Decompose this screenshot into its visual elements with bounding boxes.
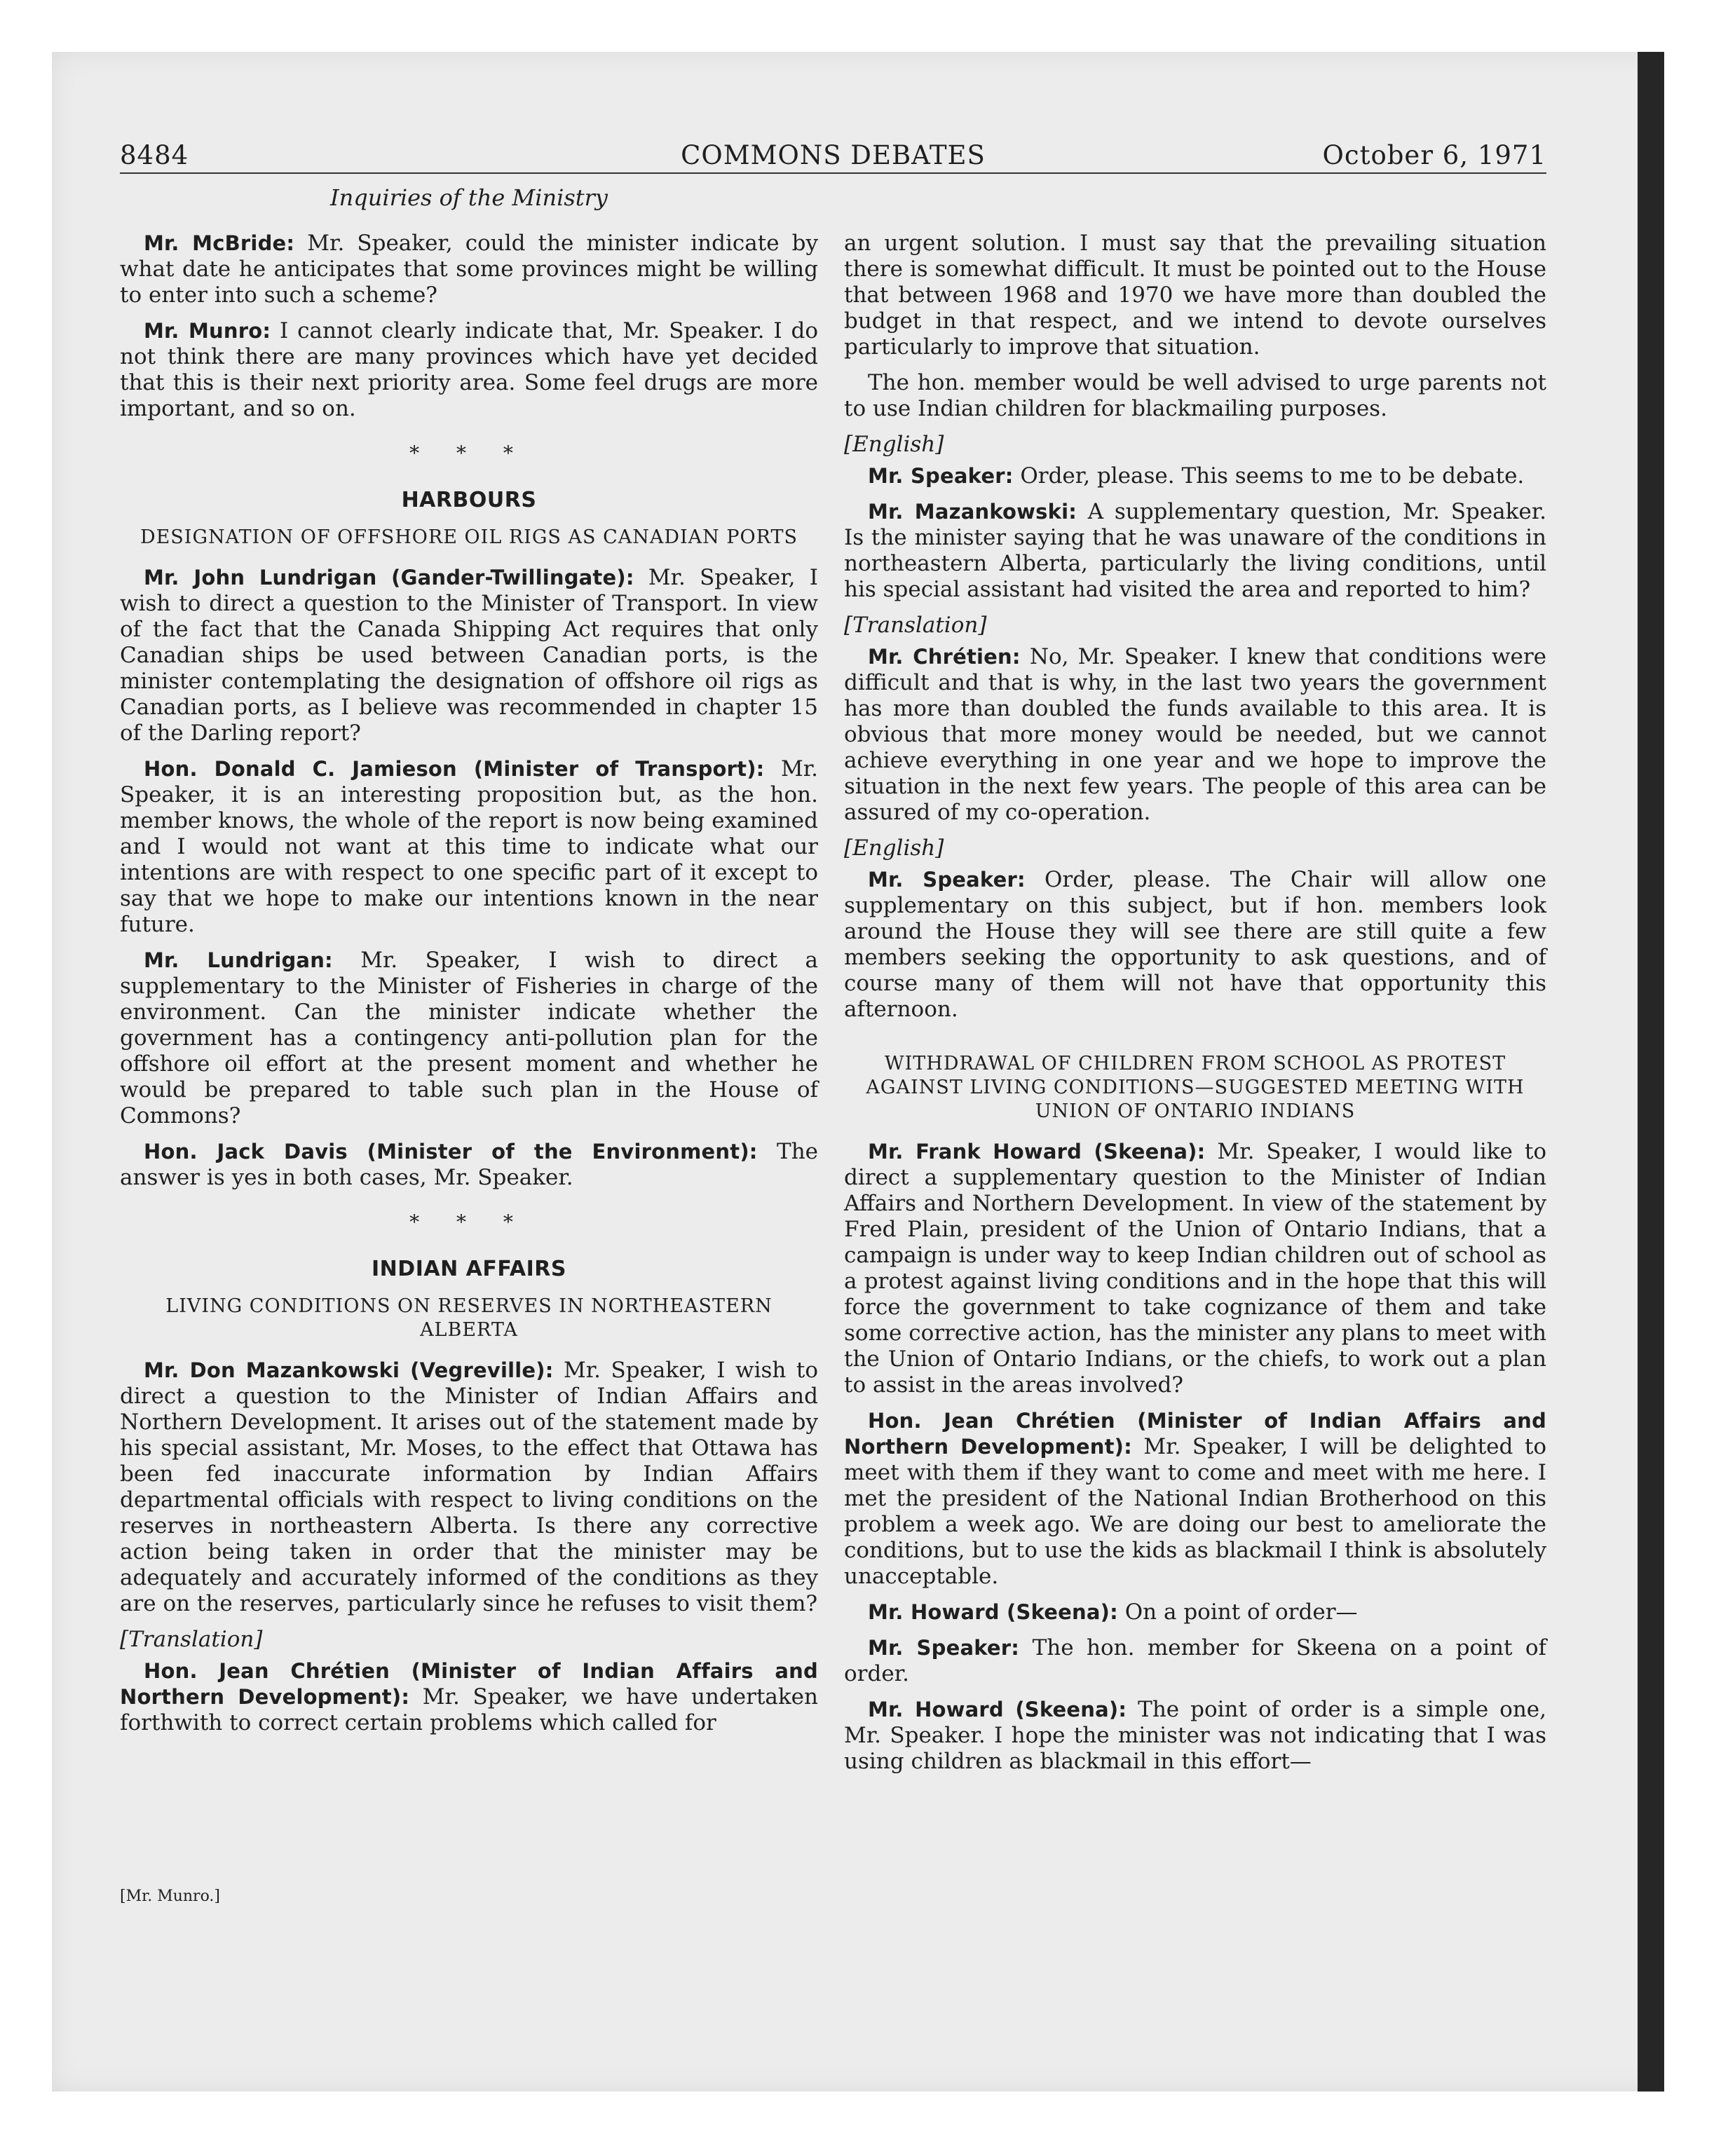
section-heading: HARBOURS [401,488,537,512]
speech-text: A supplementary question, Mr. Speaker. Is the minister saying that he was unaware of the conditions in northeastern Alberta, particularly the living conditions, until his special assistant had visited the area and reported to him? [844,499,1546,602]
speaker-name: Mr. Lundrigan: [144,948,333,972]
running-head: Inquiries of the Ministry [330,184,608,211]
speech-text: Mr. Speaker, I would like to direct a supplementary question to the Minister of Indian Affairs and Northern Development. In view of the statement by Fred Plain, president of the Union of Ontario Indians, that a campaign is under way to keep Indian children out of school as a protest against living conditions and in the hope that this will force the government to take cognizance of them and take some corrective action, has the minister any plans to meet with the Union of Ontario Indians, or the chiefs, to work out a plan to assist in the areas involved? [844,1139,1546,1398]
paragraph [844,499,1546,603]
speaker-name: Mr. John Lundrigan (Gander-Twillingate): [144,566,634,589]
speech-text: The hon. member for Skeena on a point of order. [844,1635,1547,1686]
speaker-name: Hon. Jack Davis (Minister of the Environment): [144,1140,758,1164]
speech-text: No, Mr. Speaker. I knew that conditions were difficult and that is why, in the last two years the government has more than doubled the funds available to this area. It is obvious that more money would be needed, but we cannot achieve everything in one year and we hope to improve the situation in the next few years. The people of this area can be assured of my co-operation. [844,644,1547,825]
speaker-name: Hon. Jean Chrétien (Minister of Indian Affairs and Northern Development): [844,1409,1546,1459]
speech-text: The point of order is a simple one, Mr. Speaker. I hope the minister was not indicating that I was using children as blackmail in this effort— [844,1697,1546,1774]
speaker-name: Mr. Speaker: [868,464,1014,488]
speaker-name: Mr. Chrétien: [868,645,1021,669]
language-marker: [English] [844,835,944,861]
page-number: 8484 [120,140,189,170]
paragraph [844,1408,1546,1590]
speech-text: Mr. Speaker, I wish to direct a question to the Minister of Transport. In view of the fact that the Canada Shipping Act requires that only Canadian ships be used between Canadian ports, is the minister contemplating the designation of offshore oil rigs as Canadian ports, as I believe was recommended in chapter 15 of the Darling report? [120,565,819,746]
speech-text: Mr. Speaker, we have undertaken forthwith to correct certain problems which called for [120,1684,818,1735]
paragraph [120,231,818,308]
language-marker: [Translation] [120,1627,263,1652]
paragraph [120,1358,818,1617]
speaker-name: Mr. McBride: [144,231,295,255]
speaker-name: Mr. Munro: [144,319,271,343]
language-marker: [Translation] [844,613,987,638]
speech-text: The answer is yes in both cases, Mr. Speaker. [120,1139,819,1190]
page-header [120,139,1546,172]
paragraph [120,318,818,422]
speech-text: Order, please. This seems to me to be debate. [1013,463,1525,489]
speech-text: Order, please. The Chair will allow one supplementary on this subject, but if hon. members look around the House they will see there are still quite a few members seeking the opportunity to ask questions, and of course many of them will not have that opportunity this afternoon. [844,867,1546,1022]
speech-text: Mr. Speaker, it is an interesting proposition but, as the hon. member knows, the whole of the report is now being examined and I would not want at this time to indicate what our intentions are with respect to one specific part of it except to say that we hope to make our intentions known in the near future. [120,756,818,937]
speaker-name: Mr. Frank Howard (Skeena): [868,1140,1206,1164]
section-separator: * * * [409,1210,529,1234]
speaker-name: Hon. Jean Chrétien (Minister of Indian Affairs and Northern Development): [120,1659,818,1709]
speaker-name: Mr. Speaker: [868,1636,1020,1660]
paragraph [120,565,818,746]
page-footnote: [Mr. Munro.] [120,1888,221,1905]
speech-text: Mr. Speaker, I will be delighted to meet with them if they want to come and meet with me here. I met the president of the National Indian Brotherhood on this problem a week ago. We are doing our best to ameliorate the conditions, but to use the kids as blackmail I think is absolutely unacceptable. [844,1434,1546,1589]
speaker-name: Mr. Howard (Skeena): [868,1600,1118,1624]
left-column [120,231,818,1746]
speaker-name: Mr. Speaker: [868,868,1026,892]
paragraph [844,463,1546,489]
speaker-name: Mr. Howard (Skeena): [868,1698,1127,1721]
paragraph: The hon. member would be well advised to urge parents not to use Indian children for blackmailing purposes. [844,370,1546,421]
section-separator: * * * [409,442,529,465]
speech-text: Mr. Speaker, could the minister indicate by what date he anticipates that some provinces might be willing to enter into such a scheme? [120,231,818,308]
speech-text: On a point of order— [1117,1599,1358,1625]
paragraph [120,756,818,938]
publication-date: October 6, 1971 [1322,140,1546,170]
subsection-heading: DESIGNATION OF OFFSHORE OIL RIGS AS CANADIAN PORTS [140,526,798,548]
publication-title: COMMONS DEBATES [681,140,986,170]
speech-text: Mr. Speaker, I wish to direct a supplementary to the Minister of Fisheries in charge of the environment. Can the minister indicate whether the government has a contingency anti-pollution plan for the offshore oil effort at the present moment and whether he would be prepared to table such plan in the House of Commons? [120,948,818,1128]
paragraph: an urgent solution. I must say that the prevailing situation there is somewhat difficult. It must be pointed out to the House that between 1968 and 1970 we have more than doubled the budget in that respect, and we intend to devote ourselves particularly to improve that situation. [844,231,1546,360]
speech-text: I cannot clearly indicate that, Mr. Speaker. I do not think there are many provinces which have yet decided that this is their next priority area. Some feel drugs are more important, and so on. [120,318,818,421]
speaker-name: Hon. Donald C. Jamieson (Minister of Transport): [144,757,765,781]
speaker-name: Mr. Mazankowski: [868,500,1077,524]
header-rule [120,172,1546,174]
paragraph [844,644,1546,826]
paragraph [844,1139,1546,1398]
right-column [844,231,1546,1785]
paragraph [844,1697,1546,1775]
language-marker: [English] [844,432,944,457]
paragraph [844,1635,1546,1687]
paragraph [120,1139,818,1191]
scan-edge-shadow [1638,52,1664,2092]
paragraph [844,1599,1546,1625]
paragraph [120,948,818,1129]
speaker-name: Mr. Don Mazankowski (Vegreville): [144,1358,554,1382]
subsection-heading: LIVING CONDITIONS ON RESERVES IN NORTHEASTERN ALBERTA [165,1295,773,1341]
subsection-heading: WITHDRAWAL OF CHILDREN FROM SCHOOL AS PROTEST AGAINST LIVING CONDITIONS—SUGGESTED MEETING WITH UNION OF ONTARIO INDIANS [866,1053,1525,1122]
speech-text: Mr. Speaker, I wish to direct a question to the Minister of Indian Affairs and Northern Development. It arises out of the statement made by his special assistant, Mr. Moses, to the effect that Ottawa has been fed inaccurate information by Indian Affairs departmental officials with respect to living conditions on the reserves in northeastern Alberta. Is there any corrective action being taken in order that the minister may be adequately and accurately informed of the conditions as they are on the reserves, particularly since he refuses to visit them? [120,1358,818,1616]
section-heading: INDIAN AFFAIRS [372,1257,566,1281]
paragraph [844,867,1546,1023]
paragraph [120,1658,818,1736]
